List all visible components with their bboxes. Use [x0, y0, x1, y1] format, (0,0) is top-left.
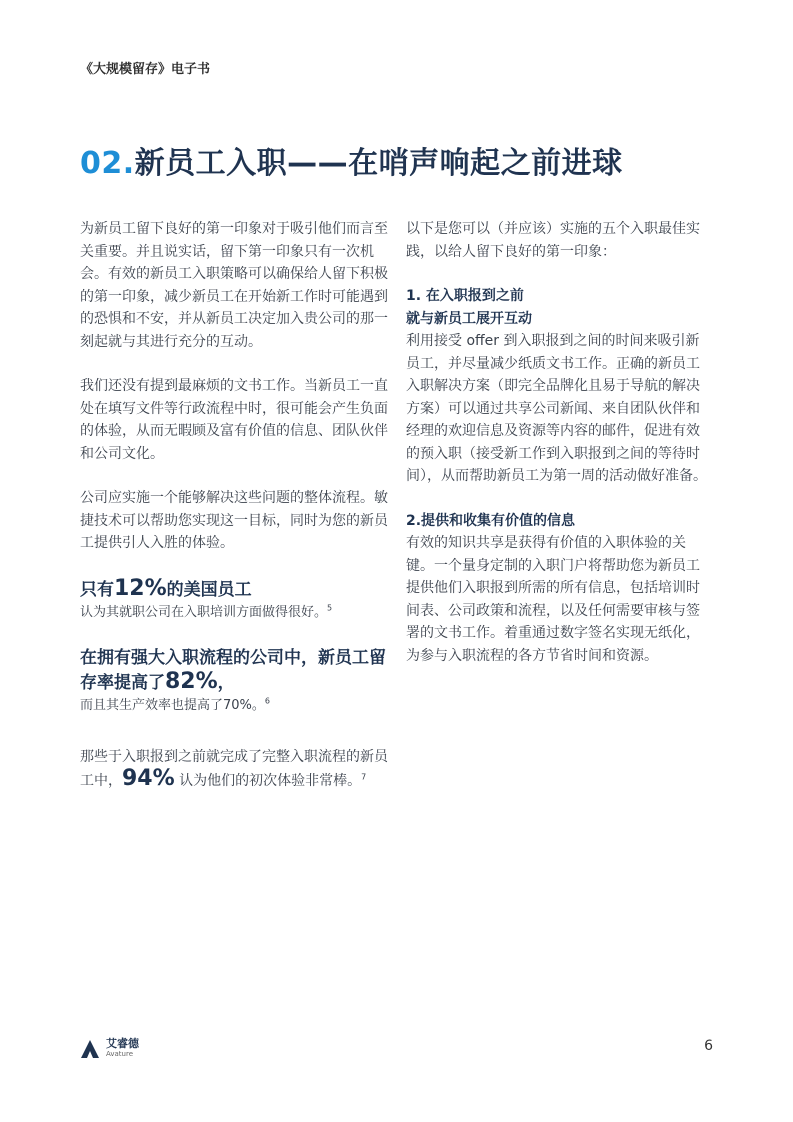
paragraph-2: 我们还没有提到最麻烦的文书工作。当新员工一直处在填写文件等行政流程中时，很可能会产生负面的体验，从而无暇顾及富有价值的信息、团队伙伴和公司文化。 — [80, 378, 388, 462]
footnote-ref: 6 — [264, 696, 270, 706]
avature-logo — [80, 1038, 139, 1059]
practice-2-title: 2.提供和收集有价值的信息 — [406, 512, 576, 529]
stat-2-sub: 而且其生产效率也提高了70%。$^6$ — [80, 696, 270, 713]
stat-2-heading: 在拥有强大入职流程的公司中，新员工留存率提高了82%， — [80, 648, 386, 694]
right-column — [406, 218, 712, 689]
stat-3-paragraph: 那些于入职报到之前就完成了完整入职流程的新员工中，94% 认为他们的初次体验非常棒。$^7$ — [80, 748, 388, 791]
stat-3-value: 94% — [122, 766, 175, 791]
book-title: 《大规模留存》电子书 — [80, 62, 211, 77]
section-number: 02. — [80, 146, 135, 181]
footnote-ref: 5 — [327, 603, 333, 613]
page-title — [80, 138, 623, 182]
stat-2-value: 82% — [165, 669, 218, 694]
practice-1-body: 利用接受 offer 到入职报到之间的时间来吸引新员工，并尽量减少纸质文书工作。正确的新员工入职解决方案（即完全品牌化且易于导航的解决方案）可以通过共享公司新闻、来自团队伙伴和经理的欢迎信息及资源等内容的邮件，促进有效的预入职（接受新工作到入职报到之间的等待时间），从而帮助新员工为第一周的活动做好准备。 — [406, 333, 707, 484]
stat-1-heading: 只有12%的美国员工 — [80, 575, 252, 601]
section-title-text: 新员工入职——在哨声响起之前进球 — [134, 146, 623, 181]
logo-mark-icon — [80, 1039, 100, 1059]
left-column — [80, 218, 392, 815]
footnote-ref: 7 — [361, 772, 367, 782]
practice-2-body: 有效的知识共享是获得有价值的入职体验的关键。一个量身定制的入职门户将帮助您为新员工提供他们入职报到所需的所有信息，包括培训时间表、公司政策和流程，以及任何需要审核与签署的文书工作。着重通过数字签名实现无纸化，为参与入职流程的各方节省时间和资源。 — [406, 535, 700, 664]
intro-paragraph: 以下是您可以（并应该）实施的五个入职最佳实践，以给人留下良好的第一印象： — [406, 221, 700, 260]
logo-text-chinese: 艾睿德 — [106, 1037, 139, 1050]
stat-1-sub: 认为其就职公司在入职培训方面做得很好。$^5$ — [80, 603, 333, 620]
page-number: 6 — [704, 1038, 713, 1054]
logo-text-english: Avature — [106, 1050, 134, 1058]
stat-1-value: 12% — [114, 575, 167, 601]
practice-1-title: 1. 在入职报到之前 就与新员工展开互动 — [406, 288, 532, 327]
paragraph-3: 公司应实施一个能够解决这些问题的整体流程。敏捷技术可以帮助您实现这一目标，同时为您的新员工提供引人入胜的体验。 — [80, 490, 388, 551]
paragraph-1: 为新员工留下良好的第一印象对于吸引他们而言至关重要。并且说实话，留下第一印象只有一次机会。有效的新员工入职策略可以确保给人留下积极的第一印象，减少新员工在开始新工作时可能遇到的恐惧和不安，并从新员工决定加入贵公司的那一刻起就与其进行充分的互动。 — [80, 221, 388, 350]
